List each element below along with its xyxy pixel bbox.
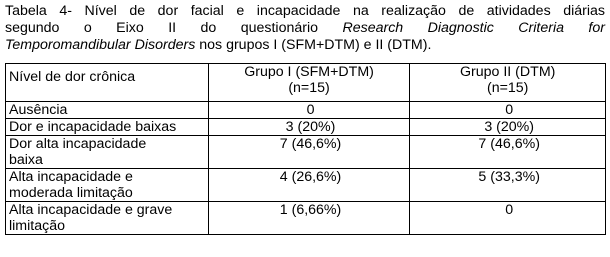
caption-italic-title-cont: Temporomandibular Disorders bbox=[5, 37, 196, 53]
table-row bbox=[6, 169, 606, 202]
group-2-value: 0 bbox=[410, 202, 606, 235]
row-label: Dor alta incapacidade baixa bbox=[6, 136, 209, 169]
table-row bbox=[6, 102, 606, 119]
caption-text: segundo o Eixo II do questionário bbox=[5, 20, 343, 36]
table-row bbox=[6, 202, 606, 235]
group-1-value: 4 (26,6%) bbox=[208, 169, 410, 202]
caption-line-3 bbox=[5, 37, 605, 54]
group-1-value: 0 bbox=[208, 102, 410, 119]
group-2-value: 7 (46,6%) bbox=[410, 136, 606, 169]
header-group-2: Grupo II (DTM) (n=15) bbox=[410, 64, 606, 102]
caption-text-end: nos grupos I (SFM+DTM) e II (DTM). bbox=[195, 37, 432, 53]
table-row bbox=[6, 119, 606, 136]
table-header-row bbox=[6, 64, 606, 102]
table-row bbox=[6, 136, 606, 169]
header-group-1: Grupo I (SFM+DTM) (n=15) bbox=[208, 64, 410, 102]
caption-italic-title: Research Diagnostic Criteria for bbox=[342, 20, 605, 36]
group-1-value: 7 (46,6%) bbox=[208, 136, 410, 169]
group-2-value: 5 (33,3%) bbox=[410, 169, 606, 202]
pain-level-table bbox=[5, 63, 606, 235]
row-label: Alta incapacidade e grave limitação bbox=[6, 202, 209, 235]
row-label: Dor e incapacidade baixas bbox=[6, 119, 209, 136]
table-caption bbox=[5, 3, 605, 54]
caption-line-1: Tabela 4- Nível de dor facial e incapacidade na realização de atividades diárias bbox=[5, 3, 605, 19]
header-pain-level: Nível de dor crônica bbox=[6, 64, 209, 102]
group-2-value: 0 bbox=[410, 102, 606, 119]
row-label: Ausência bbox=[6, 102, 209, 119]
caption-line-2 bbox=[5, 20, 605, 37]
row-label: Alta incapacidade e moderada limitação bbox=[6, 169, 209, 202]
group-1-value: 3 (20%) bbox=[208, 119, 410, 136]
group-1-value: 1 (6,66%) bbox=[208, 202, 410, 235]
group-2-value: 3 (20%) bbox=[410, 119, 606, 136]
